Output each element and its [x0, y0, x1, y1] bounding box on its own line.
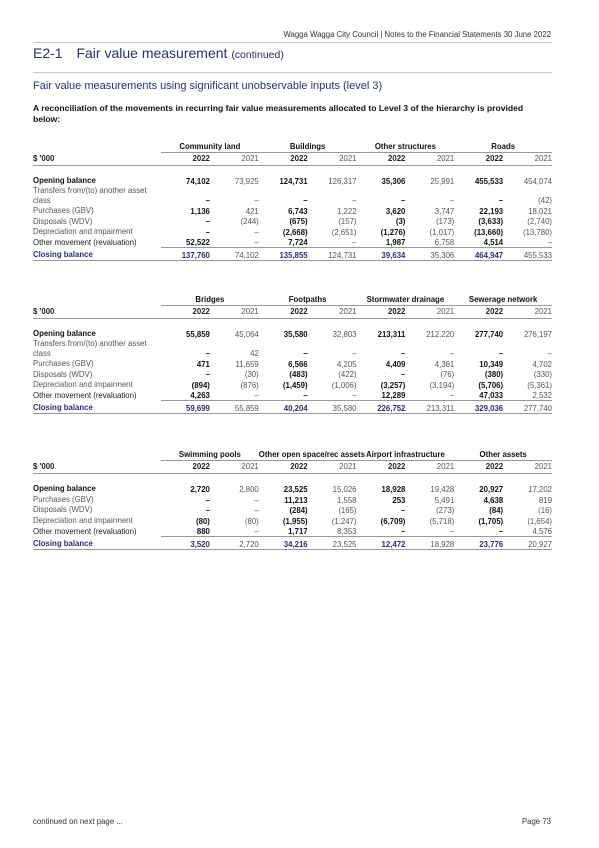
value-cell: – — [205, 349, 210, 359]
group-header-spacer — [33, 293, 161, 305]
movement-row — [33, 339, 552, 358]
running-header: Wagga Wagga City Council | Notes to the Financial Statements 30 June 2022 — [283, 30, 551, 39]
value-cell: 126,317 — [328, 177, 357, 186]
year-header: 2022 — [454, 460, 503, 474]
value-cell: 23,525 — [308, 537, 357, 550]
year-header-row — [33, 460, 552, 474]
value-cell: 12,289 — [357, 390, 406, 401]
value-cell: 124,731 — [279, 177, 308, 186]
value-cell: 4,205 — [336, 359, 357, 369]
movement-row — [33, 369, 552, 380]
value-cell: (3,194) — [429, 380, 455, 390]
value-cell: 421 — [245, 206, 259, 216]
value-cell: (3,633) — [478, 217, 504, 227]
value-cell: 45,064 — [234, 330, 259, 339]
value-cell: 329,036 — [454, 401, 503, 414]
spacer-row — [33, 474, 552, 482]
movement-row — [33, 216, 552, 227]
value-cell: 1,717 — [259, 526, 308, 537]
title-rule — [33, 72, 552, 73]
value-cell: (13,780) — [522, 227, 553, 237]
value-cell: 213,311 — [405, 401, 454, 414]
value-cell: – — [498, 196, 504, 206]
spacer-cell — [33, 474, 161, 482]
year-header: 2021 — [308, 152, 357, 166]
value-cell: 74,102 — [186, 177, 210, 186]
value-cell: 22,193 — [479, 206, 504, 216]
value-cell: (84) — [489, 506, 504, 515]
year-header: 2021 — [503, 305, 552, 319]
value-cell: 6,566 — [288, 359, 308, 369]
movement-row — [33, 515, 552, 526]
value-cell: 124,731 — [308, 248, 357, 261]
value-cell: (894) — [191, 380, 210, 390]
value-cell: (1,459) — [282, 380, 308, 390]
unit-label: $ '000 — [33, 460, 161, 474]
value-cell: – — [401, 349, 406, 359]
year-header: 2021 — [405, 460, 454, 474]
value-cell: 880 — [161, 526, 210, 537]
value-cell: 819 — [539, 495, 553, 505]
movement-row — [33, 186, 552, 205]
value-cell: (1,017) — [429, 227, 455, 237]
value-cell: 212,220 — [426, 330, 455, 339]
year-header: 2021 — [308, 305, 357, 319]
spacer-row — [33, 319, 552, 327]
year-header: 2022 — [454, 305, 503, 319]
spacer-cell — [33, 319, 161, 327]
group-header-row — [33, 448, 552, 460]
value-cell: – — [449, 196, 455, 206]
value-cell: 35,580 — [308, 401, 357, 414]
row-label: Transfers from/(to) another asset class — [33, 339, 147, 358]
value-cell: 35,306 — [381, 177, 406, 186]
asset-class-header: Other open space/rec assets — [258, 449, 365, 459]
asset-class-header: Airport infrastructure — [357, 448, 455, 460]
closing-balance-row — [33, 537, 552, 550]
asset-class-header: Buildings — [259, 140, 357, 152]
value-cell: – — [259, 390, 308, 401]
value-cell: 135,855 — [259, 248, 308, 261]
asset-class-header: Other assets — [454, 448, 552, 460]
asset-class-header: Community land — [161, 140, 259, 152]
value-cell: 11,213 — [284, 495, 308, 505]
value-cell: (16) — [538, 506, 553, 515]
value-cell: – — [205, 370, 210, 380]
value-cell: 1,136 — [190, 206, 210, 216]
value-cell: – — [308, 390, 357, 401]
value-cell: 277,740 — [474, 330, 504, 339]
value-cell: 2,720 — [210, 537, 259, 550]
year-header: 2021 — [503, 460, 552, 474]
value-cell: (42) — [538, 196, 553, 206]
value-cell: 47,033 — [454, 390, 503, 401]
section-continued: (continued) — [231, 49, 284, 61]
value-cell: (3) — [395, 217, 406, 227]
value-cell: 52,522 — [161, 237, 210, 248]
value-cell: (1,006) — [331, 380, 357, 390]
value-cell: (80) — [196, 516, 210, 526]
closing-balance-row — [33, 401, 552, 414]
value-cell: (330) — [533, 370, 552, 380]
asset-class-header: Stormwater drainage — [357, 293, 455, 305]
value-cell: 213,311 — [377, 330, 406, 339]
value-cell: – — [205, 495, 210, 505]
value-cell: – — [357, 526, 406, 537]
row-label: Other movement (revaluation) — [33, 391, 137, 401]
value-cell: – — [352, 349, 357, 359]
value-cell: 11,659 — [235, 359, 259, 369]
value-cell: (1,955) — [282, 516, 308, 526]
value-cell: – — [254, 196, 259, 206]
value-cell: 3,520 — [161, 537, 210, 550]
value-cell: 277,740 — [503, 401, 552, 414]
row-label: Other movement (revaluation) — [33, 238, 137, 248]
year-header: 2022 — [454, 152, 503, 166]
value-cell: (80) — [244, 516, 259, 526]
movement-row — [33, 237, 552, 248]
reconciliation-table-1 — [33, 140, 552, 261]
value-cell: 455,533 — [474, 177, 504, 186]
row-label: Purchases (GBV) — [33, 494, 94, 504]
value-cell: – — [205, 227, 210, 237]
value-cell: 25,991 — [430, 177, 455, 186]
value-cell: (876) — [240, 380, 259, 390]
value-cell: 74,102 — [210, 248, 259, 261]
unit-label: $ '000 — [33, 152, 161, 166]
year-header: 2021 — [405, 152, 454, 166]
asset-class-header: Other structures — [357, 140, 455, 152]
value-cell: – — [405, 390, 454, 401]
year-header: 2022 — [161, 460, 210, 474]
value-cell: – — [401, 370, 406, 380]
row-label: Transfers from/(to) another asset class — [33, 186, 147, 205]
value-cell: 3,747 — [434, 206, 455, 216]
year-header: 2022 — [161, 305, 210, 319]
value-cell: (157) — [338, 217, 357, 227]
year-header: 2022 — [161, 152, 210, 166]
value-cell: 55,859 — [210, 401, 259, 414]
year-header: 2021 — [210, 460, 259, 474]
value-cell: – — [503, 237, 552, 248]
value-cell: 6,743 — [288, 206, 308, 216]
value-cell: (5,718) — [429, 516, 455, 526]
value-cell: – — [498, 349, 504, 359]
value-cell: – — [210, 390, 259, 401]
year-header: 2022 — [357, 460, 406, 474]
asset-class-header: Sewerage network — [454, 293, 552, 305]
value-cell: 3,620 — [385, 206, 406, 216]
value-cell: – — [254, 506, 259, 515]
movement-row — [33, 390, 552, 401]
value-cell: (273) — [436, 506, 455, 515]
group-header-row — [33, 293, 552, 305]
value-cell: 35,580 — [283, 330, 308, 339]
reconciliation-table-2 — [33, 293, 552, 414]
spacer-cell — [33, 166, 161, 174]
value-cell: (5,706) — [478, 380, 504, 390]
row-label: Other movement (revaluation) — [33, 526, 137, 536]
spacer-row — [33, 166, 552, 174]
value-cell: (1,276) — [380, 227, 406, 237]
value-cell: 7,724 — [259, 237, 308, 248]
value-cell: (1,247) — [331, 516, 357, 526]
year-header: 2022 — [259, 460, 308, 474]
opening-balance-row — [33, 481, 552, 494]
value-cell: (1,705) — [478, 516, 504, 526]
value-cell: 10,349 — [479, 359, 504, 369]
row-label: Depreciation and impairment — [33, 227, 133, 237]
value-cell: – — [454, 526, 503, 537]
intro-paragraph: A reconciliation of the movements in recurring fair value measurements allocated to Level 3 of the hierarchy is provided below: — [33, 103, 524, 124]
value-cell: (30) — [244, 370, 259, 380]
row-label: Disposals (WDV) — [33, 505, 93, 515]
movement-row — [33, 505, 552, 516]
value-cell: (5,361) — [527, 380, 552, 390]
year-header: 2022 — [357, 152, 406, 166]
value-cell: (244) — [240, 217, 259, 227]
asset-class-header: Footpaths — [259, 293, 357, 305]
movement-row — [33, 358, 552, 369]
value-cell: – — [210, 526, 259, 537]
movement-row — [33, 494, 552, 505]
value-cell: 4,576 — [503, 526, 552, 537]
value-cell: 1,222 — [337, 206, 357, 216]
value-cell: 18,021 — [528, 206, 553, 216]
value-cell: 20,927 — [479, 485, 504, 494]
asset-class-header: Bridges — [161, 293, 259, 305]
value-cell: 1,987 — [357, 237, 406, 248]
section-number: E2-1 — [33, 45, 63, 61]
row-label: Purchases (GBV) — [33, 359, 94, 369]
movement-row — [33, 526, 552, 537]
value-cell: 137,760 — [161, 248, 210, 261]
value-cell: 23,776 — [454, 537, 503, 550]
value-cell: 34,216 — [259, 537, 308, 550]
year-header-row — [33, 152, 552, 166]
value-cell: 35,306 — [405, 248, 454, 261]
movement-row — [33, 226, 552, 237]
value-cell: 73,925 — [234, 177, 259, 186]
year-header: 2022 — [259, 305, 308, 319]
continued-note: continued on next page ... — [33, 817, 123, 826]
value-cell: 454,074 — [523, 177, 553, 186]
closing-balance-row — [33, 248, 552, 261]
value-cell: – — [547, 349, 552, 359]
value-cell: 12,472 — [357, 537, 406, 550]
value-cell: 20,927 — [503, 537, 552, 550]
value-cell: 276,197 — [523, 330, 552, 339]
value-cell: 15,026 — [332, 485, 357, 494]
value-cell: 17,202 — [528, 485, 553, 494]
value-cell: 2,532 — [503, 390, 552, 401]
row-label: Depreciation and impairment — [33, 380, 133, 390]
value-cell: 18,928 — [381, 485, 406, 494]
asset-class-header: Roads — [454, 140, 552, 152]
value-cell: 42 — [250, 349, 259, 359]
value-cell: 2,720 — [190, 485, 210, 494]
row-label: Opening balance — [33, 329, 96, 339]
year-header: 2021 — [405, 305, 454, 319]
movement-row — [33, 379, 552, 390]
value-cell: (6,709) — [380, 516, 406, 526]
value-cell: 6,758 — [405, 237, 454, 248]
value-cell: – — [401, 506, 406, 515]
year-header-row — [33, 305, 552, 319]
value-cell: (173) — [436, 217, 455, 227]
row-label: Disposals (WDV) — [33, 369, 93, 379]
value-cell: – — [308, 237, 357, 248]
year-header: 2022 — [357, 305, 406, 319]
value-cell: 471 — [196, 359, 210, 369]
value-cell: 253 — [392, 495, 406, 505]
page-number: Page 73 — [521, 817, 551, 826]
year-header: 2022 — [259, 152, 308, 166]
value-cell: (13,660) — [474, 227, 504, 237]
value-cell: (2,668) — [282, 227, 308, 237]
value-cell: (1,654) — [527, 516, 553, 526]
unit-label: $ '000 — [33, 305, 161, 319]
value-cell: – — [405, 526, 454, 537]
value-cell: 18,928 — [405, 537, 454, 550]
year-header: 2021 — [503, 152, 552, 166]
reconciliation-table-3 — [33, 448, 552, 550]
value-cell: 59,699 — [161, 401, 210, 414]
subsection-title: Fair value measurements using significant unobservable inputs (level 3) — [33, 80, 383, 92]
year-header: 2021 — [210, 305, 259, 319]
section-heading: Fair value measurement — [76, 45, 228, 61]
group-header-spacer — [33, 140, 161, 152]
value-cell: – — [205, 506, 210, 515]
value-cell: 4,514 — [454, 237, 503, 248]
value-cell: 40,204 — [259, 401, 308, 414]
value-cell: (2,651) — [331, 227, 357, 237]
row-label: Closing balance — [33, 537, 161, 550]
value-cell: – — [205, 196, 210, 206]
year-header: 2021 — [308, 460, 357, 474]
value-cell: – — [210, 237, 259, 248]
value-cell: (165) — [338, 506, 357, 515]
value-cell: 4,638 — [483, 495, 504, 505]
opening-balance-row — [33, 173, 552, 186]
row-label: Closing balance — [33, 401, 161, 414]
value-cell: 2,800 — [239, 485, 259, 494]
value-cell: 32,803 — [332, 330, 357, 339]
value-cell: (422) — [338, 370, 357, 380]
value-cell: 4,263 — [161, 390, 210, 401]
value-cell: 4,409 — [385, 359, 406, 369]
asset-class-header: Swimming pools — [161, 448, 259, 460]
value-cell: 1,558 — [337, 495, 357, 505]
value-cell: (76) — [440, 370, 455, 380]
value-cell: 5,491 — [434, 495, 455, 505]
row-label: Purchases (GBV) — [33, 206, 94, 216]
value-cell: 39,634 — [357, 248, 406, 261]
value-cell: 455,533 — [503, 248, 552, 261]
row-label: Closing balance — [33, 248, 161, 261]
value-cell: 55,859 — [186, 330, 210, 339]
header-rule — [33, 42, 552, 43]
value-cell: – — [254, 227, 259, 237]
value-cell: (2,740) — [527, 217, 553, 227]
section-title — [33, 45, 284, 61]
value-cell: 19,428 — [430, 485, 455, 494]
value-cell: – — [254, 495, 259, 505]
value-cell: (380) — [484, 370, 504, 380]
value-cell: 226,752 — [357, 401, 406, 414]
value-cell: 464,947 — [454, 248, 503, 261]
value-cell: – — [449, 349, 455, 359]
value-cell: (284) — [289, 506, 308, 515]
row-label: Opening balance — [33, 484, 96, 494]
value-cell: – — [303, 349, 308, 359]
value-cell: (3,257) — [380, 380, 406, 390]
row-label: Depreciation and impairment — [33, 515, 133, 525]
year-header: 2021 — [210, 152, 259, 166]
value-cell: 23,525 — [283, 485, 308, 494]
value-cell: (675) — [289, 217, 308, 227]
group-header-spacer — [33, 448, 161, 460]
opening-balance-row — [33, 326, 552, 339]
row-label: Disposals (WDV) — [33, 216, 93, 226]
value-cell: 8,353 — [308, 526, 357, 537]
value-cell: 4,361 — [434, 359, 455, 369]
row-label: Opening balance — [33, 176, 96, 186]
value-cell: – — [303, 196, 308, 206]
group-header-row — [33, 140, 552, 152]
movement-row — [33, 205, 552, 216]
value-cell: (483) — [289, 370, 308, 380]
value-cell: 4,702 — [532, 359, 552, 369]
value-cell: – — [205, 217, 210, 227]
value-cell: – — [352, 196, 357, 206]
value-cell: – — [401, 196, 406, 206]
